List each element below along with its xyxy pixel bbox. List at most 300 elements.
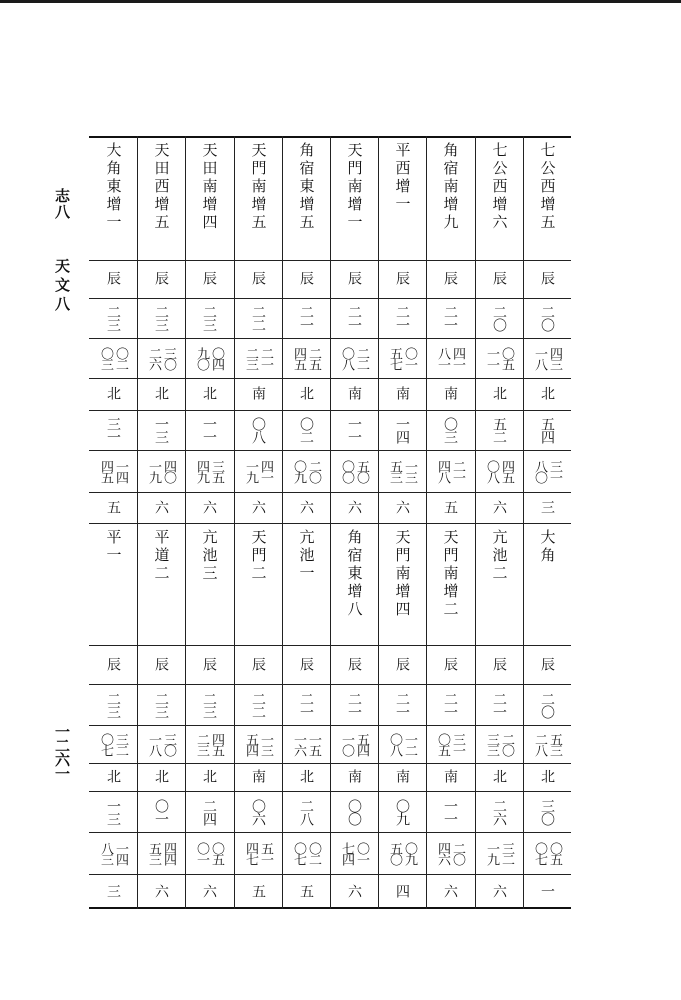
table-cell-deg3 xyxy=(330,684,378,725)
table-cell-min3 xyxy=(89,725,137,763)
cell-text: 一四 xyxy=(113,842,128,864)
table-cell-deg1 xyxy=(185,298,233,338)
cell-text: 一四 xyxy=(394,417,410,443)
table-cell-dir1 xyxy=(378,260,426,298)
table-cell-min3 xyxy=(330,725,378,763)
cell-text: 二一 xyxy=(258,347,273,369)
section-title: 天文八 xyxy=(53,258,71,315)
cell-text: 四五 xyxy=(98,460,113,482)
table-cell-deg4 xyxy=(282,791,330,832)
cell-text: 平西增一 xyxy=(393,142,412,214)
cell-text: 〇七 xyxy=(98,733,113,755)
cell-text: 天門二 xyxy=(249,529,268,583)
table-cell-deg2 xyxy=(475,410,523,450)
table-cell-min1 xyxy=(185,338,233,378)
cell-text: 三 xyxy=(539,499,555,516)
table-cell-deg3 xyxy=(378,684,426,725)
cell-text: 四三 xyxy=(547,347,562,369)
cell-text: 一〇 xyxy=(339,733,354,755)
table-cell-dir3 xyxy=(282,645,330,684)
table-cell-deg2 xyxy=(426,410,474,450)
cell-text: 辰 xyxy=(153,271,169,287)
cell-text: 〇一 xyxy=(354,842,369,864)
cell-text: 北 xyxy=(298,386,314,402)
cell-text: 〇四 xyxy=(209,347,224,369)
cell-text: 二一 xyxy=(298,691,314,718)
table-cell-deg4 xyxy=(378,791,426,832)
cell-text: 二一 xyxy=(394,691,410,718)
cell-text: 一五 xyxy=(306,733,321,755)
cell-text: 天田南增四 xyxy=(200,142,219,232)
cell-text: 〇〇 xyxy=(346,798,362,825)
cell-text: 一二 xyxy=(402,733,417,755)
table-cell-name xyxy=(137,136,185,260)
cell-text: 辰 xyxy=(394,656,410,673)
cell-text: 五一 xyxy=(258,842,273,864)
cell-text: 五 xyxy=(298,883,314,900)
table-cell-mag2 xyxy=(234,874,282,909)
table-cell-dir1 xyxy=(426,260,474,298)
cell-text: 二三 xyxy=(194,733,209,755)
table-cell-pole xyxy=(234,378,282,410)
cell-text: 一六 xyxy=(291,733,306,755)
cell-text: 五三 xyxy=(146,842,161,864)
table-cell-pole xyxy=(330,378,378,410)
cell-text: 一九 xyxy=(243,460,258,482)
cell-text: 二六 xyxy=(491,798,507,825)
cell-text: 五四 xyxy=(243,733,258,755)
table-cell-deg3 xyxy=(282,684,330,725)
table-cell-name xyxy=(523,136,571,260)
cell-text: 天門南增二 xyxy=(441,529,460,619)
table-cell-deg1 xyxy=(330,298,378,338)
table-cell-pole2 xyxy=(89,763,137,791)
cell-text: 一一 xyxy=(201,417,217,443)
table-cell-pole xyxy=(137,378,185,410)
table-cell-pole2 xyxy=(378,763,426,791)
cell-text: 八一 xyxy=(435,347,450,369)
table-cell-mag xyxy=(378,492,426,523)
cell-text: 〇六 xyxy=(250,798,266,825)
cell-text: 三一 xyxy=(450,733,465,755)
cell-text: 辰 xyxy=(250,656,266,673)
cell-text: 七四 xyxy=(339,842,354,864)
table-cell-deg2 xyxy=(523,410,571,450)
cell-text: 〇九 xyxy=(394,798,410,825)
cell-text: 二一 xyxy=(346,691,362,718)
table-cell-min1 xyxy=(330,338,378,378)
table-cell-mag xyxy=(282,492,330,523)
cell-text: 〇五 xyxy=(209,842,224,864)
cell-text: 五七 xyxy=(387,347,402,369)
cell-text: 二二 xyxy=(250,691,266,718)
table-cell-min2 xyxy=(234,450,282,492)
table-cell-dir1 xyxy=(282,260,330,298)
cell-text: 三〇 xyxy=(539,798,555,825)
table-cell-dir1 xyxy=(89,260,137,298)
cell-text: 南 xyxy=(442,769,458,785)
cell-text: 六 xyxy=(442,883,458,900)
cell-text: 一 xyxy=(539,883,555,900)
cell-text: 〇三 xyxy=(442,417,458,443)
cell-text: 四六 xyxy=(435,842,450,864)
table-cell-min2 xyxy=(282,450,330,492)
cell-text: 一一 xyxy=(442,798,458,825)
table-cell-dir1 xyxy=(330,260,378,298)
table-cell-min3 xyxy=(282,725,330,763)
table-cell-deg2 xyxy=(330,410,378,450)
table-cell-min4 xyxy=(378,832,426,874)
table-cell-deg1 xyxy=(426,298,474,338)
table-cell-deg1 xyxy=(234,298,282,338)
table-cell-deg3 xyxy=(89,684,137,725)
cell-text: 二四 xyxy=(201,798,217,825)
cell-text: 七公西增六 xyxy=(490,142,509,232)
cell-text: 〇一 xyxy=(402,347,417,369)
cell-text: 一三 xyxy=(258,733,273,755)
table-cell-min1 xyxy=(378,338,426,378)
table-cell-dir1 xyxy=(523,260,571,298)
table-cell-name xyxy=(330,136,378,260)
table-cell-dir1 xyxy=(185,260,233,298)
cell-text: 六 xyxy=(491,499,507,516)
cell-text: 五〇 xyxy=(387,842,402,864)
table-cell-min3 xyxy=(475,725,523,763)
table-cell-mag xyxy=(475,492,523,523)
cell-text: 北 xyxy=(491,386,507,402)
volume-title: 志八 xyxy=(53,188,71,220)
table-cell-min3 xyxy=(185,725,233,763)
cell-text: 四四 xyxy=(161,842,176,864)
cell-text: 〇八 xyxy=(250,417,266,443)
cell-text: 北 xyxy=(539,386,555,402)
table-cell-pole2 xyxy=(475,763,523,791)
cell-text: 南 xyxy=(394,386,410,402)
table-cell-deg3 xyxy=(426,684,474,725)
cell-text: 辰 xyxy=(442,656,458,673)
table-cell-name xyxy=(475,136,523,260)
table-cell-mag2 xyxy=(523,874,571,909)
cell-text: 〇七 xyxy=(532,842,547,864)
table-cell-mag2 xyxy=(137,874,185,909)
table-cell-deg2 xyxy=(378,410,426,450)
table-cell-dir1 xyxy=(137,260,185,298)
cell-text: 一三 xyxy=(105,798,121,825)
table-cell-min2 xyxy=(523,450,571,492)
cell-text: 五 xyxy=(250,883,266,900)
table-cell-deg2 xyxy=(282,410,330,450)
cell-text: 六 xyxy=(153,883,169,900)
cell-text: 二一 xyxy=(394,305,410,331)
cell-text: 北 xyxy=(153,386,169,402)
table-cell-dir3 xyxy=(475,645,523,684)
table-cell-min3 xyxy=(426,725,474,763)
table-cell-min4 xyxy=(426,832,474,874)
table-cell-mag2 xyxy=(378,874,426,909)
table-cell-name xyxy=(89,136,137,260)
cell-text: 辰 xyxy=(491,271,507,287)
table-cell-min4 xyxy=(523,832,571,874)
cell-text: 北 xyxy=(298,769,314,785)
cell-text: 二〇 xyxy=(539,691,555,718)
cell-text: 角宿東增八 xyxy=(345,529,364,619)
table-cell-name2 xyxy=(234,523,282,645)
table-cell-min4 xyxy=(89,832,137,874)
cell-text: 南 xyxy=(250,769,266,785)
cell-text: 〇七 xyxy=(291,842,306,864)
cell-text: 四九 xyxy=(194,460,209,482)
cell-text: 角宿南增九 xyxy=(441,142,460,232)
table-cell-dir1 xyxy=(234,260,282,298)
cell-text: 一八 xyxy=(532,347,547,369)
cell-text: 辰 xyxy=(298,656,314,673)
table-cell-deg4 xyxy=(234,791,282,832)
table-cell-deg4 xyxy=(330,791,378,832)
table-cell-min3 xyxy=(234,725,282,763)
table-cell-deg3 xyxy=(523,684,571,725)
cell-text: 一九 xyxy=(484,842,499,864)
cell-text: 四〇 xyxy=(161,460,176,482)
cell-text: 四 xyxy=(394,883,410,900)
cell-text: 三二 xyxy=(113,733,128,755)
table-cell-min1 xyxy=(282,338,330,378)
cell-text: 〇八 xyxy=(339,347,354,369)
table-cell-mag xyxy=(137,492,185,523)
table-cell-name xyxy=(282,136,330,260)
table-cell-deg4 xyxy=(426,791,474,832)
cell-text: 辰 xyxy=(442,271,458,287)
cell-text: 北 xyxy=(201,769,217,785)
table-cell-min1 xyxy=(523,338,571,378)
table-cell-pole2 xyxy=(137,763,185,791)
cell-text: 三二 xyxy=(499,842,514,864)
top-border-line xyxy=(0,0,681,3)
table-cell-mag xyxy=(330,492,378,523)
table-cell-name2 xyxy=(185,523,233,645)
cell-text: 二一 xyxy=(442,691,458,718)
cell-text: 〇一 xyxy=(153,798,169,825)
cell-text: 二三 xyxy=(105,305,121,331)
cell-text: 〇二 xyxy=(306,842,321,864)
table-cell-mag2 xyxy=(185,874,233,909)
cell-text: 六 xyxy=(346,883,362,900)
table-cell-dir3 xyxy=(137,645,185,684)
table-cell-mag xyxy=(185,492,233,523)
cell-text: 辰 xyxy=(491,656,507,673)
star-catalog-table xyxy=(89,136,571,909)
cell-text: 二一 xyxy=(346,305,362,331)
cell-text: 〇八 xyxy=(484,460,499,482)
table-cell-deg1 xyxy=(137,298,185,338)
cell-text: 四五 xyxy=(291,347,306,369)
cell-text: 四七 xyxy=(243,842,258,864)
cell-text: 南 xyxy=(394,769,410,785)
cell-text: 四一 xyxy=(258,460,273,482)
cell-text: 五 xyxy=(105,499,121,516)
cell-text: 二三 xyxy=(201,305,217,331)
cell-text: 〇一 xyxy=(194,842,209,864)
table-cell-pole xyxy=(426,378,474,410)
cell-text: 五 xyxy=(442,499,458,516)
table-cell-mag xyxy=(523,492,571,523)
cell-text: 辰 xyxy=(250,271,266,287)
cell-text: 北 xyxy=(491,769,507,785)
page-number: 一二六一 xyxy=(53,724,71,780)
table-cell-pole xyxy=(282,378,330,410)
cell-text: 〇二 xyxy=(298,417,314,443)
cell-text: 六 xyxy=(346,499,362,516)
cell-text: 四五 xyxy=(209,733,224,755)
table-cell-pole xyxy=(185,378,233,410)
cell-text: 〇八 xyxy=(387,733,402,755)
cell-text: 辰 xyxy=(153,656,169,673)
cell-text: 五〇 xyxy=(354,460,369,482)
cell-text: 〇三 xyxy=(98,347,113,369)
cell-text: 南 xyxy=(346,769,362,785)
table-cell-pole xyxy=(378,378,426,410)
table-cell-min4 xyxy=(137,832,185,874)
cell-text: 北 xyxy=(201,386,217,402)
cell-text: 北 xyxy=(153,769,169,785)
table-cell-mag xyxy=(426,492,474,523)
cell-text: 二〇 xyxy=(491,305,507,331)
table-cell-deg4 xyxy=(475,791,523,832)
table-cell-name2 xyxy=(89,523,137,645)
table-cell-dir1 xyxy=(475,260,523,298)
table-cell-min4 xyxy=(330,832,378,874)
table-cell-deg4 xyxy=(185,791,233,832)
table-cell-dir3 xyxy=(523,645,571,684)
table-cell-deg2 xyxy=(234,410,282,450)
cell-text: 大角東增一 xyxy=(104,142,123,232)
cell-text: 四一 xyxy=(450,347,465,369)
table-cell-name xyxy=(185,136,233,260)
cell-text: 七公西增五 xyxy=(538,142,557,232)
cell-text: 五二 xyxy=(491,417,507,443)
table-cell-pole2 xyxy=(523,763,571,791)
cell-text: 〇五 xyxy=(547,842,562,864)
table-cell-min2 xyxy=(475,450,523,492)
table-cell-name2 xyxy=(426,523,474,645)
cell-text: 辰 xyxy=(105,656,121,673)
table-cell-pole2 xyxy=(185,763,233,791)
cell-text: 六 xyxy=(298,499,314,516)
table-cell-dir3 xyxy=(234,645,282,684)
cell-text: 大角 xyxy=(538,529,557,565)
cell-text: 〇〇 xyxy=(339,460,354,482)
cell-text: 〇五 xyxy=(499,347,514,369)
table-cell-min1 xyxy=(137,338,185,378)
table-cell-name xyxy=(378,136,426,260)
cell-text: 平一 xyxy=(104,529,123,565)
table-cell-dir3 xyxy=(330,645,378,684)
table-cell-deg4 xyxy=(523,791,571,832)
table-cell-mag xyxy=(89,492,137,523)
table-cell-min1 xyxy=(89,338,137,378)
table-cell-pole2 xyxy=(330,763,378,791)
table-cell-name xyxy=(234,136,282,260)
cell-text: 五四 xyxy=(354,733,369,755)
cell-text: 〇五 xyxy=(435,733,450,755)
cell-text: 亢池三 xyxy=(200,529,219,583)
cell-text: 二八 xyxy=(298,798,314,825)
cell-text: 一三 xyxy=(153,417,169,443)
cell-text: 二〇 xyxy=(306,460,321,482)
cell-text: 二二 xyxy=(250,305,266,331)
table-cell-name2 xyxy=(137,523,185,645)
cell-text: 二三 xyxy=(153,305,169,331)
cell-text: 一四 xyxy=(113,460,128,482)
table-cell-deg1 xyxy=(523,298,571,338)
table-cell-deg3 xyxy=(185,684,233,725)
cell-text: 一九 xyxy=(146,460,161,482)
cell-text: 六 xyxy=(394,499,410,516)
cell-text: 南 xyxy=(250,386,266,402)
cell-text: 天田西增五 xyxy=(152,142,171,232)
cell-text: 二六 xyxy=(146,347,161,369)
cell-text: 二一 xyxy=(298,305,314,331)
cell-text: 一一 xyxy=(346,417,362,443)
cell-text: 二一 xyxy=(442,305,458,331)
table-cell-mag2 xyxy=(475,874,523,909)
table-cell-min1 xyxy=(234,338,282,378)
cell-text: 〇二 xyxy=(113,347,128,369)
table-cell-mag2 xyxy=(89,874,137,909)
table-cell-min3 xyxy=(523,725,571,763)
cell-text: 〇九 xyxy=(402,842,417,864)
table-cell-min2 xyxy=(426,450,474,492)
table-cell-deg2 xyxy=(89,410,137,450)
cell-text: 五四 xyxy=(539,417,555,443)
cell-text: 南 xyxy=(346,386,362,402)
cell-text: 二〇 xyxy=(539,305,555,331)
table-cell-deg1 xyxy=(475,298,523,338)
table-cell-dir3 xyxy=(426,645,474,684)
table-cell-min4 xyxy=(475,832,523,874)
cell-text: 辰 xyxy=(394,271,410,287)
table-cell-deg4 xyxy=(89,791,137,832)
cell-text: 辰 xyxy=(539,271,555,287)
cell-text: 二三 xyxy=(201,691,217,718)
cell-text: 三一 xyxy=(105,417,121,443)
table-cell-deg3 xyxy=(234,684,282,725)
table-cell-pole xyxy=(475,378,523,410)
cell-text: 二三 xyxy=(153,691,169,718)
table-cell-dir3 xyxy=(185,645,233,684)
cell-text: 辰 xyxy=(105,271,121,287)
cell-text: 〇九 xyxy=(291,460,306,482)
cell-text: 辰 xyxy=(298,271,314,287)
table-cell-pole2 xyxy=(426,763,474,791)
table-cell-min2 xyxy=(378,450,426,492)
cell-text: 辰 xyxy=(346,271,362,287)
cell-text: 三 xyxy=(105,883,121,900)
cell-text: 辰 xyxy=(201,271,217,287)
cell-text: 二〇 xyxy=(499,733,514,755)
cell-text: 三三 xyxy=(484,733,499,755)
cell-text: 六 xyxy=(201,883,217,900)
table-cell-dir3 xyxy=(378,645,426,684)
cell-text: 二一 xyxy=(491,691,507,718)
table-cell-min3 xyxy=(137,725,185,763)
table-cell-min2 xyxy=(137,450,185,492)
table-cell-min2 xyxy=(330,450,378,492)
cell-text: 辰 xyxy=(539,656,555,673)
cell-text: 一三 xyxy=(402,460,417,482)
cell-text: 八三 xyxy=(98,842,113,864)
cell-text: 五三 xyxy=(387,460,402,482)
cell-text: 六 xyxy=(250,499,266,516)
